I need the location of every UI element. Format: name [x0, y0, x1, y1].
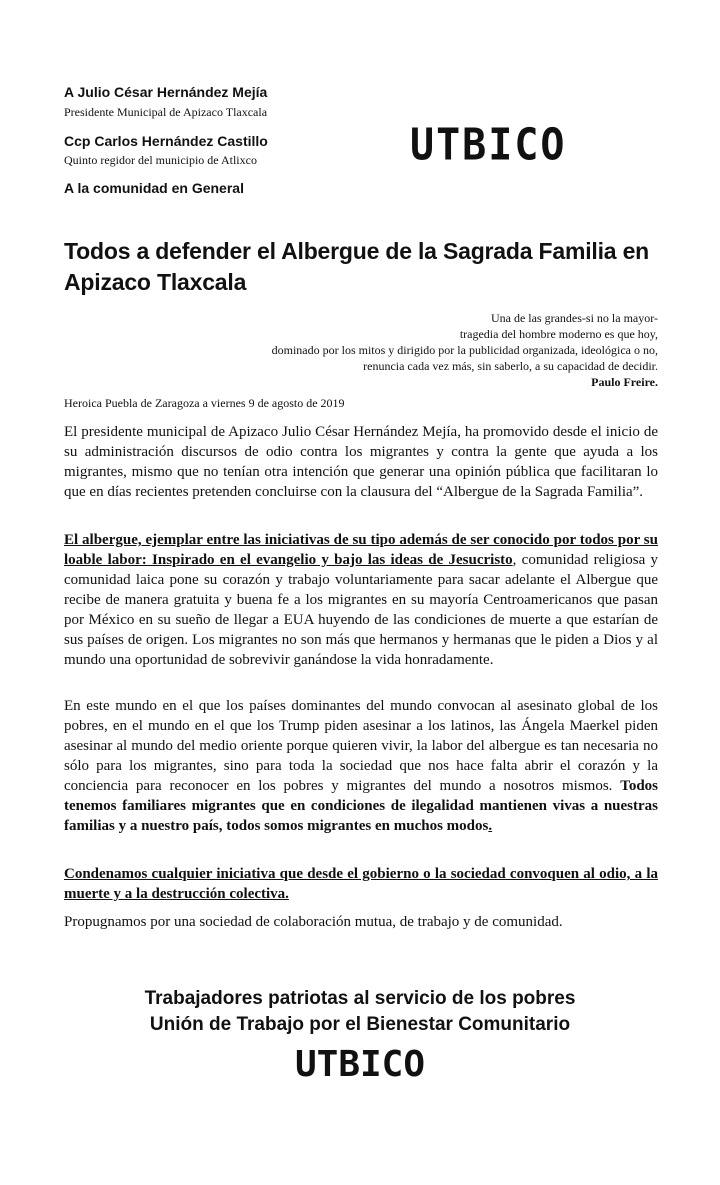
paragraph-3-text: En este mundo en el que los países dominantes del mundo convocan al asesinato global de los pobres, en el mundo en el que los Trump piden asesinar a los latinos, las Ángela Maerkel piden asesinar al mundo del medio oriente porque quieren vivir, la labor del albergue es tan necesaria no sólo para los migrantes, sino para toda la sociedad que nos hace falta abrir el corazón y la conciencia para reconocer en los pobres y migrantes del mundo a nosotros mismos. — [64, 698, 658, 794]
epigraph-line: dominado por los mitos y dirigido por la publicidad organizada, ideológica o no, — [271, 343, 658, 357]
recipient-1-role: Presidente Municipal de Apizaco Tlaxcala — [64, 105, 268, 119]
utbico-logo-top: UTBICO — [410, 120, 567, 171]
utbico-logo-bottom: UTBICO — [294, 1044, 426, 1085]
epigraph-line: Una de las grandes-si no la mayor- — [490, 311, 658, 325]
recipient-1-name: A Julio César Hernández Mejía — [64, 84, 268, 100]
epigraph-line: tragedia del hombre moderno es que hoy, — [459, 327, 658, 341]
paragraph-1: El presidente municipal de Apizaco Julio César Hernández Mejía, ha promovido desde el inicio de su administración discursos de odio contra los migrantes y contra la gente que ayuda a los migrantes, mismo que no tenían otra intención que generar una opinión pública que facilitaran lo que en días recientes pretenden concluirse con la clausura del “Albergue de la Sagrada Familia”. — [64, 424, 658, 500]
paragraph-5: Propugnamos por una sociedad de colaboración mutua, de trabajo y de comunidad. — [64, 914, 563, 930]
paragraph-4: Condenamos cualquier iniciativa que desde el gobierno o la sociedad convoquen al odio, a la muerte y a la destrucción colectiva. — [64, 866, 658, 902]
page-title: Todos a defender el Albergue de la Sagrada Familia en Apizaco Tlaxcala — [64, 238, 650, 295]
community-greeting: A la comunidad en General — [64, 180, 244, 196]
footer-line-2: Unión de Trabajo por el Bienestar Comunitario — [149, 1014, 571, 1035]
paragraph-2 — [64, 530, 658, 670]
recipient-2-name: Ccp Carlos Hernández Castillo — [64, 133, 268, 149]
epigraph-quote — [158, 310, 658, 390]
epigraph-author: Paulo Freire. — [591, 375, 658, 389]
dateline: Heroica Puebla de Zaragoza a viernes 9 de agosto de 2019 — [64, 396, 345, 410]
paragraph-2-text: , comunidad religiosa y comunidad laica pone su corazón y trabajo voluntariamente para sacar adelante el Albergue que recibe de manera gratuita y buena fe a los migrantes en su mayoría Centroamericanos que pasan por México en su sueño de llegar a EUA huyendo de las condiciones de muerte a que estarían de sus países de origen. Los migrantes no son más que hermanos y hermanas que le piden a Dios y al mundo una oportunidad de sobrevivir ganándose la vida honradamente. — [64, 552, 658, 668]
footer-line-1: Trabajadores patriotas al servicio de los pobres — [144, 988, 576, 1009]
paragraph-3 — [64, 696, 658, 836]
epigraph-line: renuncia cada vez más, sin saberlo, a su capacidad de decidir. — [363, 359, 658, 373]
paragraph-3-end: . — [488, 818, 493, 834]
recipient-2-role: Quinto regidor del municipio de Atlixco — [64, 153, 257, 167]
paragraph-3-emphasis: Todos tenemos familiares migrantes que en condiciones de ilegalidad mantienen vivas a nuestras familias y a nuestro país, todos somos migrantes en muchos modos — [64, 778, 658, 834]
paragraph-2-emphasis: El albergue, ejemplar entre las iniciativas de su tipo además de ser conocido por todos por su loable labor: Inspirado en el evangelio y bajo las ideas de Jesucristo — [64, 532, 658, 568]
